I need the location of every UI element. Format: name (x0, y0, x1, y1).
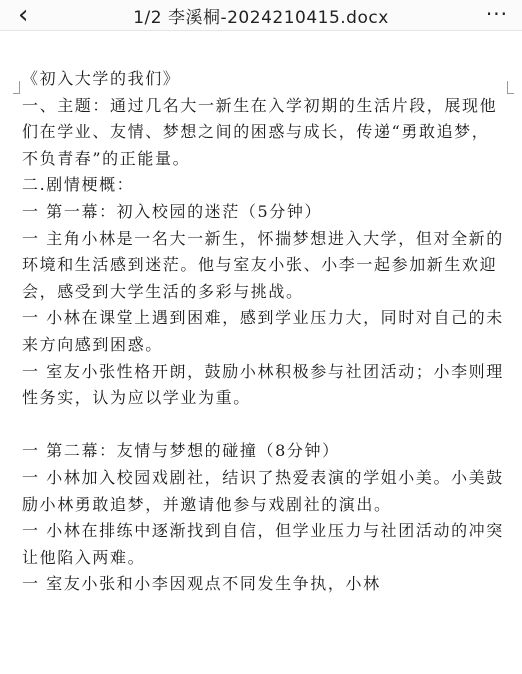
doc-title-line: 《初入大学的我们》 (22, 69, 181, 88)
act-one-point-2: 一 小林在课堂上遇到困难，感到学业压力大，同时对自己的未来方向感到困惑。 (22, 308, 504, 354)
act-two-point-1: 一 小林加入校园戏剧社，结识了热爱表演的学姐小美。小美鼓励小林勇敢追梦，并邀请他参与戏剧社的演出。 (22, 467, 504, 514)
back-chevron-icon[interactable]: ‹ (18, 0, 29, 30)
document-title: 1/2 李溪桐-2024210415.docx (133, 8, 389, 28)
act-two-heading: 一 第二幕：友情与梦想的碰撞（8分钟） (22, 441, 340, 461)
more-options-icon[interactable]: ··· (485, 2, 508, 26)
top-bar (0, 0, 522, 30)
act-one-point-3: 一 室友小张性格开朗，鼓励小林积极参与社团活动；小李则理性务实，认为应以学业为重。 (22, 361, 504, 408)
synopsis-heading: 二.剧情梗概： (22, 175, 135, 195)
document-body (22, 66, 504, 598)
margin-corner-mark-right (507, 81, 514, 94)
act-two-point-3: 一 室友小张和小李因观点不同发生争执，小林 (22, 574, 381, 594)
act-two-point-2: 一 小林在排练中逐渐找到自信，但学业压力与社团活动的冲突让他陷入两难。 (22, 521, 504, 567)
theme-paragraph: 一、主题：通过几名大一新生在入学初期的生活片段，展现他们在学业、友情、梦想之间的困惑与成长，传递“勇敢追梦，不负青春”的正能量。 (22, 95, 498, 168)
act-one-heading: 一 第一幕：初入校园的迷茫（5分钟） (22, 201, 323, 221)
act-one-point-1: 一 主角小林是一名大一新生，怀揣梦想进入大学，但对全新的环境和生活感到迷茫。他与室友小张、小李一起参加新生欢迎会，感受到大学生活的多彩与挑战。 (22, 228, 504, 301)
blank-line (22, 412, 504, 439)
margin-corner-mark-left (13, 81, 20, 94)
